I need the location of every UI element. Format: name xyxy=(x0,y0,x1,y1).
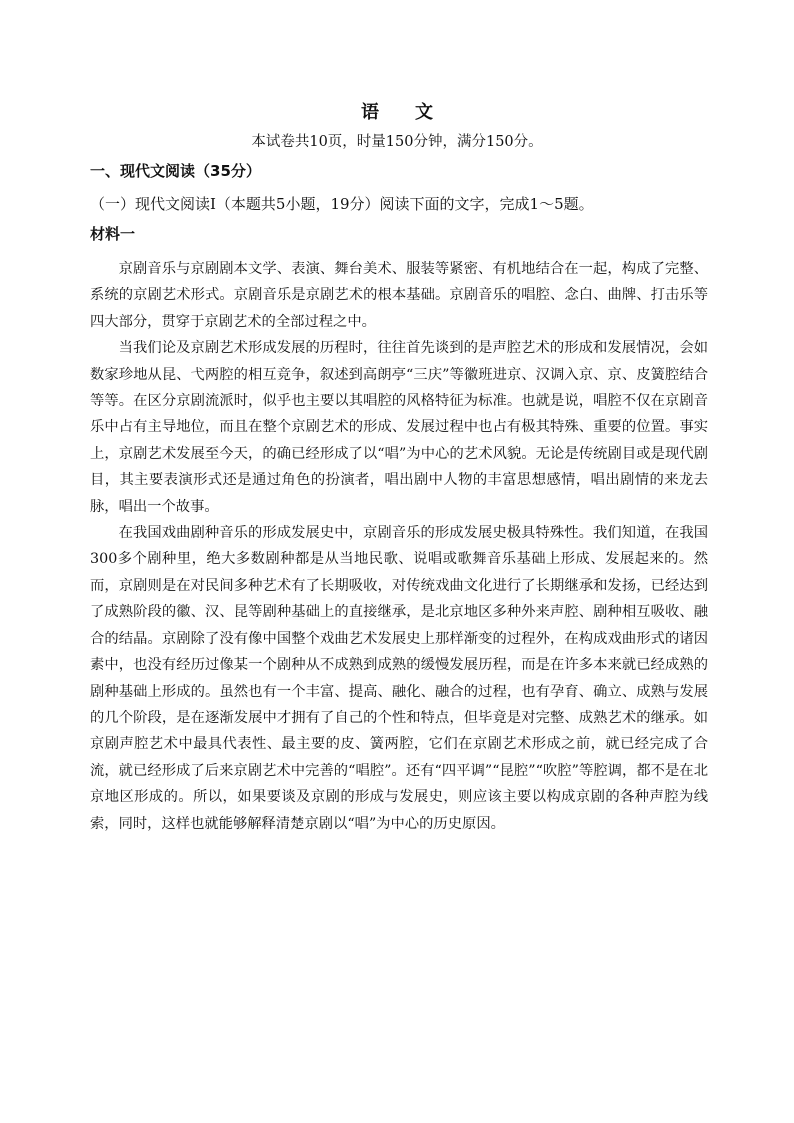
passage-paragraph-1: 京剧音乐与京剧剧本文学、表演、舞台美术、服装等紧密、有机地结合在一起，构成了完整、系统的京剧艺术形式。京剧音乐是京剧艺术的根本基础。京剧音乐的唱腔、念白、曲牌、打击乐等四大部分，贯穿于京剧艺术的全部过程之中。 xyxy=(90,261,708,330)
exam-info: 本试卷共10页，时量150分钟，满分150分。 xyxy=(251,134,543,150)
reading-passage xyxy=(90,256,708,837)
material-label: 材料一 xyxy=(90,225,136,243)
section-heading: 一、现代文阅读（35分） xyxy=(90,162,261,180)
page-title: 语 文 xyxy=(361,102,433,123)
passage-paragraph-2: 当我们论及京剧艺术形成发展的历程时，往往首先谈到的是声腔艺术的形成和发展情况，会如数家珍地从昆、弋两腔的相互竞争，叙述到高朗亭“三庆”等徽班进京、汉调入京、京、皮簧腔结合等等。在区分京剧流派时，似乎也主要以其唱腔的风格特征为标准。也就是说，唱腔不仅在京剧音乐中占有主导地位，而且在整个京剧艺术的形成、发展过程中也占有极其特殊、重要的位置。事实上，京剧艺术发展至今天，的确已经形成了以“唱”为中心的艺术风貌。无论是传统剧目或是现代剧目，其主要表演形式还是通过角色的扮演者，唱出剧中人物的丰富思想感情，唱出剧情的来龙去脉，唱出一个故事。 xyxy=(90,340,708,515)
question-intro: （一）现代文阅读Ⅰ（本题共5小题，19分）阅读下面的文字，完成1～5题。 xyxy=(90,195,594,213)
passage-paragraph-3: 在我国戏曲剧种音乐的形成发展史中，京剧音乐的形成发展史极具特殊性。我们知道，在我国300多个剧种里，绝大多数剧种都是从当地民歌、说唱或歌舞音乐基础上形成、发展起来的。然而，京剧则是在对民间多种艺术有了长期吸收，对传统戏曲文化进行了长期继承和发扬，已经达到了成熟阶段的徽、汉、昆等剧种基础上的直接继承，是北京地区多种外来声腔、剧种相互吸收、融合的结晶。京剧除了没有像中国整个戏曲艺术发展史上那样渐变的过程外，在构成戏曲形式的诸因素中，也没有经历过像某一个剧种从不成熟到成熟的缓慢发展历程，而是在许多本来就已经成熟的剧种基础上形成的。虽然也有一个丰富、提高、融化、融合的过程，也有孕育、确立、成熟与发展的几个阶段，是在逐渐发展中才拥有了自己的个性和特点，但毕竟是对完整、成熟艺术的继承。如京剧声腔艺术中最具代表性、最主要的皮、簧两腔，它们在京剧艺术形成之前，就已经完成了合流，就已经形成了后来京剧艺术中完善的“唱腔”。还有“四平调”“昆腔”“吹腔”等腔调，都不是在北京地区形成的。所以，如果要谈及京剧的形成与发展史，则应该主要以构成京剧的各种声腔为线索，同时，这样也就能够解释清楚京剧以“唱”为中心的历史原因。 xyxy=(90,525,708,832)
